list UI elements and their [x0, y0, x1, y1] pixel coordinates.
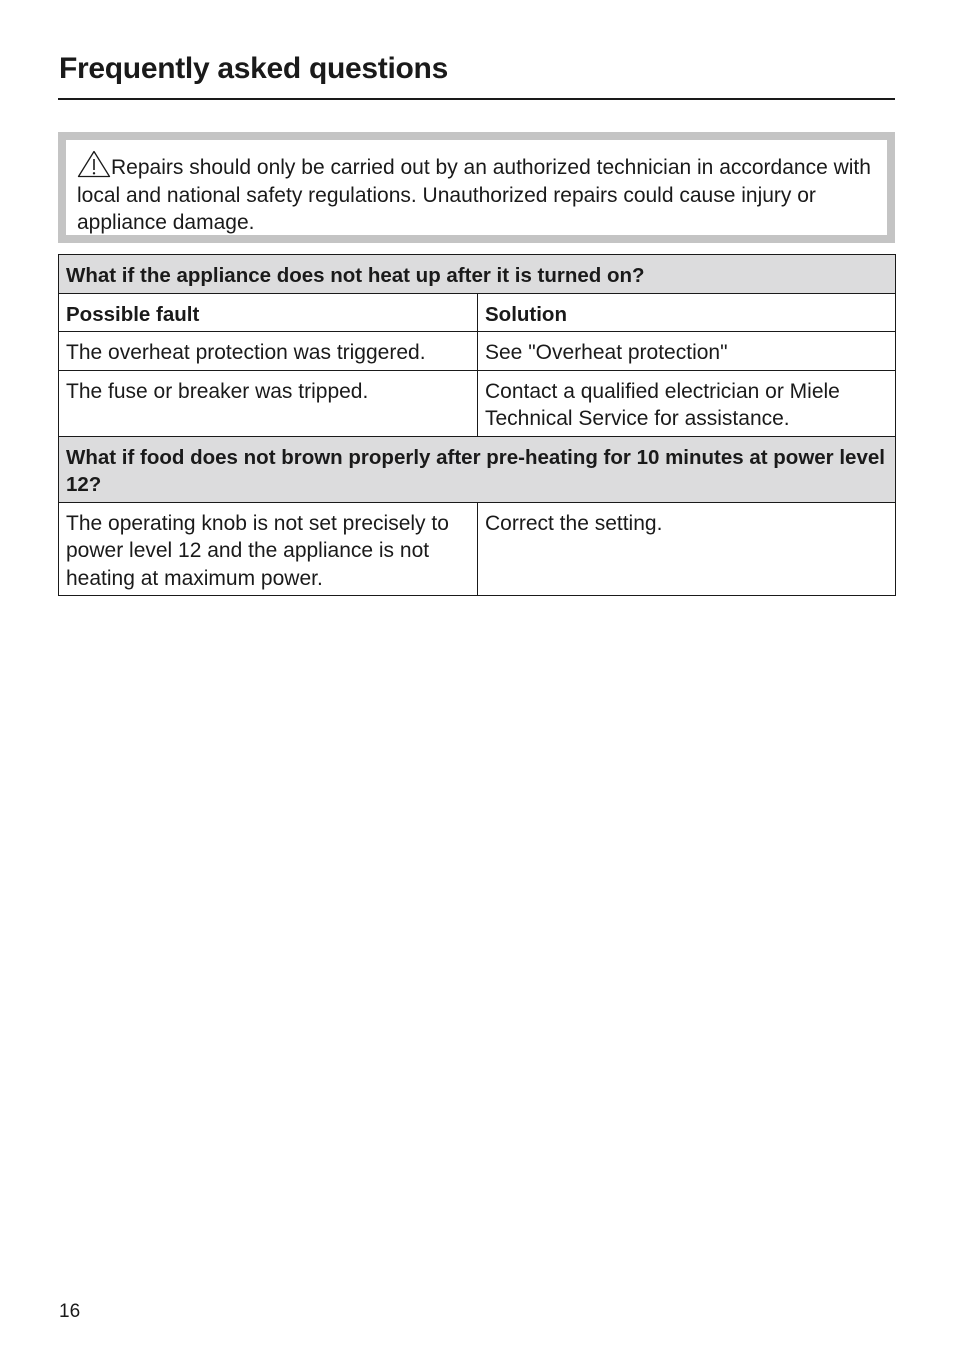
- table-row: [59, 370, 896, 436]
- fault-cell: The fuse or breaker was tripped.: [59, 370, 478, 436]
- question-row: [59, 255, 896, 294]
- title-divider: [58, 98, 895, 100]
- faq-table: [58, 254, 896, 596]
- question-browning: What if food does not brown properly after pre-heating for 10 minutes at power level 12?: [59, 436, 896, 502]
- warning-box: [58, 132, 895, 243]
- fault-cell: The operating knob is not set precisely to power level 12 and the appliance is not heating at maximum power.: [59, 502, 478, 596]
- header-possible-fault: Possible fault: [59, 293, 478, 332]
- solution-cell: Contact a qualified electrician or Miele Technical Service for assistance.: [478, 370, 896, 436]
- solution-cell: See "Overheat protection": [478, 332, 896, 371]
- fault-cell: The overheat protection was triggered.: [59, 332, 478, 371]
- page-title: Frequently asked questions: [59, 52, 448, 85]
- question-heating: What if the appliance does not heat up after it is turned on?: [59, 255, 896, 294]
- warning-text: Repairs should only be carried out by an authorized technician in accordance with local and national safety regulations. Unauthorized repairs could cause injury or appliance damage.: [77, 156, 871, 234]
- table-row: [59, 502, 896, 596]
- page-number: 16: [59, 1301, 81, 1322]
- table-header-row: [59, 293, 896, 332]
- table-row: [59, 332, 896, 371]
- question-row: [59, 436, 896, 502]
- header-solution: Solution: [478, 293, 896, 332]
- warning-triangle-icon: [77, 150, 111, 178]
- solution-cell: Correct the setting.: [478, 502, 896, 596]
